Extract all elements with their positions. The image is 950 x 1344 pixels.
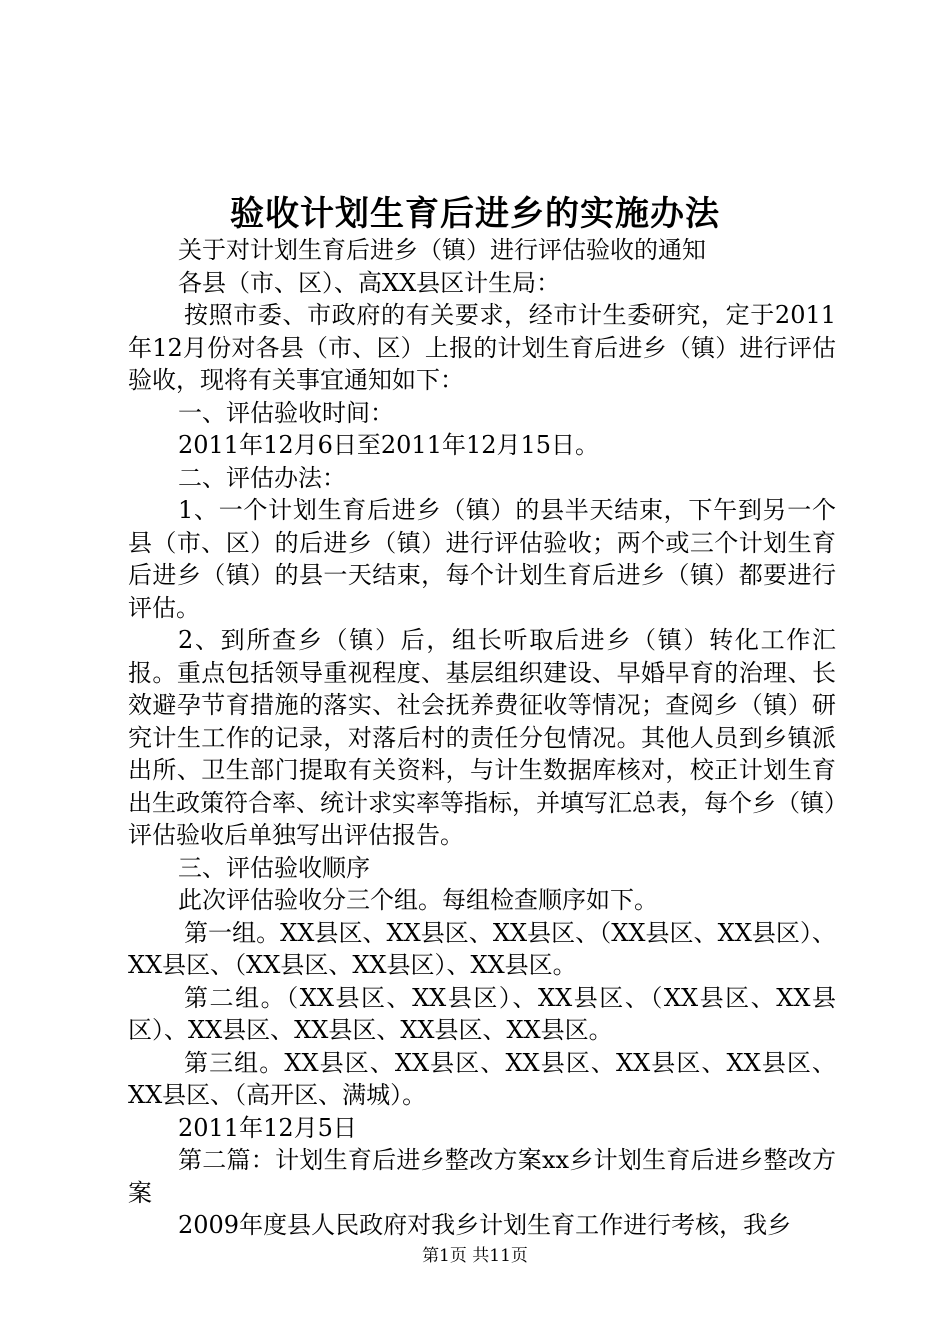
paragraph-dates: 2011年12月6日至2011年12月15日。 — [178, 431, 600, 459]
paragraph-group-3: 第三组。XX县区、XX县区、XX县区、XX县区、XX县区、XX县区、（高开区、满城）。 — [128, 1048, 836, 1109]
document-title: 验收计划生育后进乡的实施办法 — [230, 194, 720, 234]
paragraph-addressee: 各县（市、区）、高XX县区计生局： — [178, 268, 561, 297]
paragraph-method-1: 1、一个计划生育后进乡（镇）的县半天结束，下午到另一个县（市、区）的后进乡（镇）进行评估验收；两个或三个计划生育后进乡（镇）的县一天结束，每个计划生育后进乡（镇）都要进行评估。 — [128, 496, 836, 622]
paragraph-part-two-start: 2009年度县人民政府对我乡计划生育工作进行考核，我乡 — [178, 1211, 792, 1239]
section-heading-method: 二、评估办法： — [178, 463, 346, 492]
page-footer: 第1页 共11页 — [422, 1246, 528, 1266]
section-heading-order: 三、评估验收顺序 — [178, 853, 370, 882]
section-heading-time: 一、评估验收时间： — [178, 398, 394, 427]
paragraph-intro: 按照市委、市政府的有关要求，经市计生委研究，定于2011年12月份对各县（市、区）上报的计划生育后进乡（镇）进行评估验收，现将有关事宜通知如下： — [128, 301, 836, 394]
paragraph-groups-intro: 此次评估验收分三个组。每组检查顺序如下。 — [178, 886, 658, 914]
paragraph-method-2: 2、到所查乡（镇）后，组长听取后进乡（镇）转化工作汇报。重点包括领导重视程度、基层组织建设、早婚早育的治理、长效避孕节育措施的落实、社会抚养费征收等情况；查阅乡（镇）研究计生工作的记录，对落后村的责任分包情况。其他人员到乡镇派出所、卫生部门提取有关资料，与计生数据库核对，校正计划生育出生政策符合率、统计求实率等指标，并填写汇总表，每个乡（镇）评估验收后单独写出评估报告。 — [128, 626, 836, 849]
paragraph-part-two-title: 第二篇：计划生育后进乡整改方案xx乡计划生育后进乡整改方案 — [128, 1146, 836, 1207]
paragraph-group-2: 第二组。（XX县区、XX县区）、XX县区、（XX县区、XX县区）、XX县区、XX县区、XX县区、XX县区。 — [128, 983, 836, 1044]
paragraph-notice-title: 关于对计划生育后进乡（镇）进行评估验收的通知 — [178, 236, 706, 264]
document-body — [128, 234, 836, 1242]
paragraph-signoff-date: 2011年12月5日 — [178, 1113, 357, 1142]
paragraph-group-1: 第一组。XX县区、XX县区、XX县区、（XX县区、XX县区）、XX县区、（XX县区、XX县区）、XX县区。 — [128, 918, 836, 979]
